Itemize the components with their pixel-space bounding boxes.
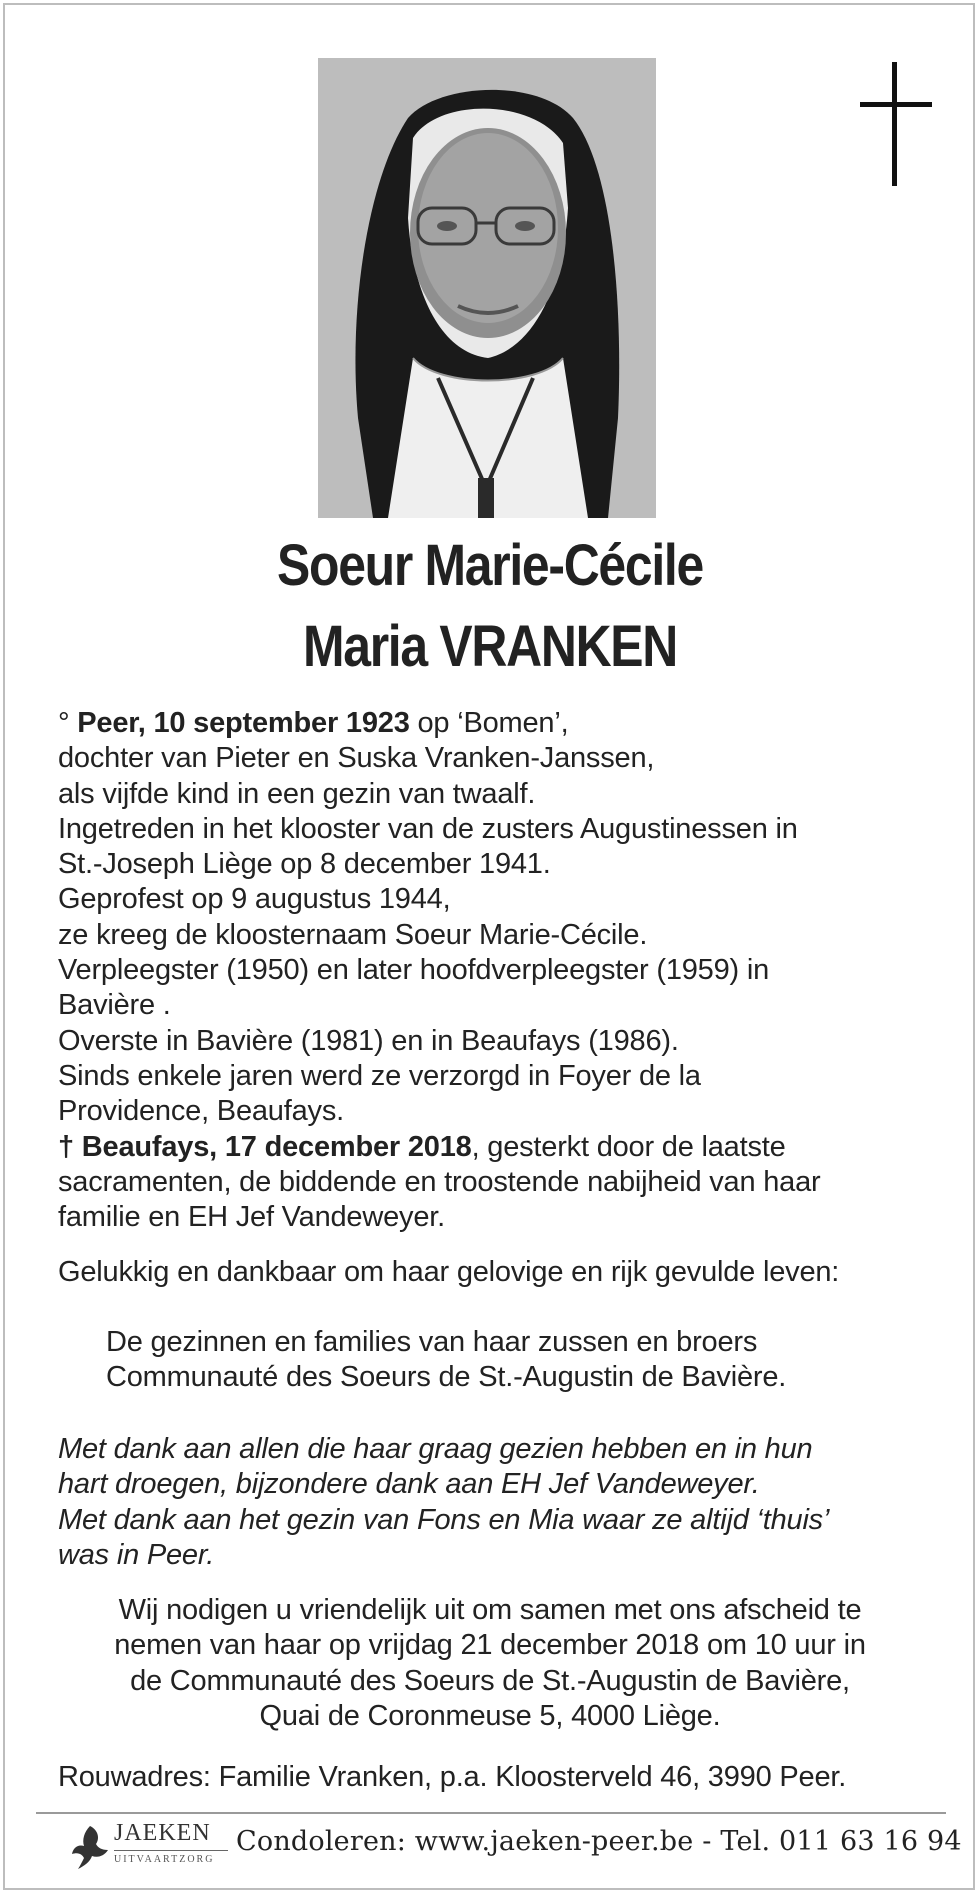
footer-divider: [36, 1812, 946, 1814]
families-block: [106, 1325, 980, 1396]
bio-line: als vijfde kind in een gezin van twaalf.: [58, 777, 536, 810]
birth-place-date: Peer, 10 september 1923: [77, 707, 410, 739]
ack-line: Met dank aan allen die haar graag gezien hebben en in hun: [58, 1433, 813, 1465]
deceased-name-line2: Maria VRANKEN: [302, 614, 678, 679]
bio-line: dochter van Pieter en Suska Vranken-Janssen,: [58, 742, 655, 775]
birth-symbol: °: [58, 707, 78, 739]
bio-line: Bavière .: [58, 989, 171, 1022]
death-rest: , gesterkt door de laatste: [471, 1130, 786, 1163]
family-line: Communauté des Soeurs de St.-Augustin de Bavière.: [106, 1361, 787, 1394]
gratitude-line: Gelukkig en dankbaar om haar gelovige en rijk gevulde leven:: [58, 1256, 840, 1288]
logo-divider: [114, 1850, 228, 1851]
invite-line: nemen van haar op vrijdag 21 december 2018 om 10 uur in: [114, 1629, 866, 1662]
birth-rest: op ‘Bomen’,: [409, 707, 569, 739]
bio-line: Verpleegster (1950) en later hoofdverpleegster (1959) in: [58, 954, 770, 987]
bio-line: Geprofest op 9 augustus 1944,: [58, 883, 451, 916]
dove-icon: [70, 1822, 110, 1870]
funeral-home-logo: [70, 1818, 232, 1878]
invite-line: Wij nodigen u vriendelijk uit om samen met ons afscheid te: [118, 1594, 862, 1626]
bio-line: familie en EH Jef Vandeweyer.: [58, 1201, 445, 1234]
latin-cross-icon: [860, 62, 932, 186]
logo-name: JAEKEN: [114, 1820, 211, 1846]
ack-line: hart droegen, bijzondere dank aan EH Jef Vandeweyer.: [58, 1468, 760, 1501]
logo-subtitle: UITVAARTZORG: [114, 1854, 215, 1865]
bio-line: Providence, Beaufays.: [58, 1095, 344, 1128]
deceased-name-line1: Soeur Marie-Cécile: [277, 533, 703, 598]
bio-line: ze kreeg de kloosternaam Soeur Marie-Cécile.: [58, 918, 648, 951]
death-line: [58, 1130, 938, 1165]
birth-line: [58, 706, 938, 741]
biography: [58, 706, 938, 1235]
mourning-address: Rouwadres: Familie Vranken, p.a. Kloosterveld 46, 3990 Peer.: [58, 1761, 847, 1793]
invite-line: de Communauté des Soeurs de St.-Augustin de Bavière,: [130, 1664, 850, 1697]
bio-line: Overste in Bavière (1981) en in Beaufays (1986).: [58, 1024, 679, 1057]
condolence-contact[interactable]: Condoleren: www.jaeken-peer.be - Tel. 011 63 16 94: [236, 1826, 962, 1857]
invite-line: Quai de Coronmeuse 5, 4000 Liège.: [259, 1699, 721, 1732]
portrait-photo: [318, 58, 656, 518]
bio-line: sacramenten, de biddende en troostende nabijheid van haar: [58, 1165, 821, 1198]
ack-line: was in Peer.: [58, 1538, 215, 1571]
bio-line: Ingetreden in het klooster van de zusters Augustinessen in: [58, 812, 798, 845]
ack-line: Met dank aan het gezin van Fons en Mia waar ze altijd ‘thuis’: [58, 1503, 830, 1536]
death-place-date: † Beaufays, 17 december 2018: [58, 1130, 472, 1163]
family-line: De gezinnen en families van haar zussen en broers: [106, 1326, 758, 1358]
bio-line: Sinds enkele jaren werd ze verzorgd in Foyer de la: [58, 1059, 701, 1092]
acknowledgement-block: [58, 1432, 938, 1573]
bio-line: St.-Joseph Liège op 8 december 1941.: [58, 848, 551, 881]
invitation-block: [0, 1593, 980, 1734]
